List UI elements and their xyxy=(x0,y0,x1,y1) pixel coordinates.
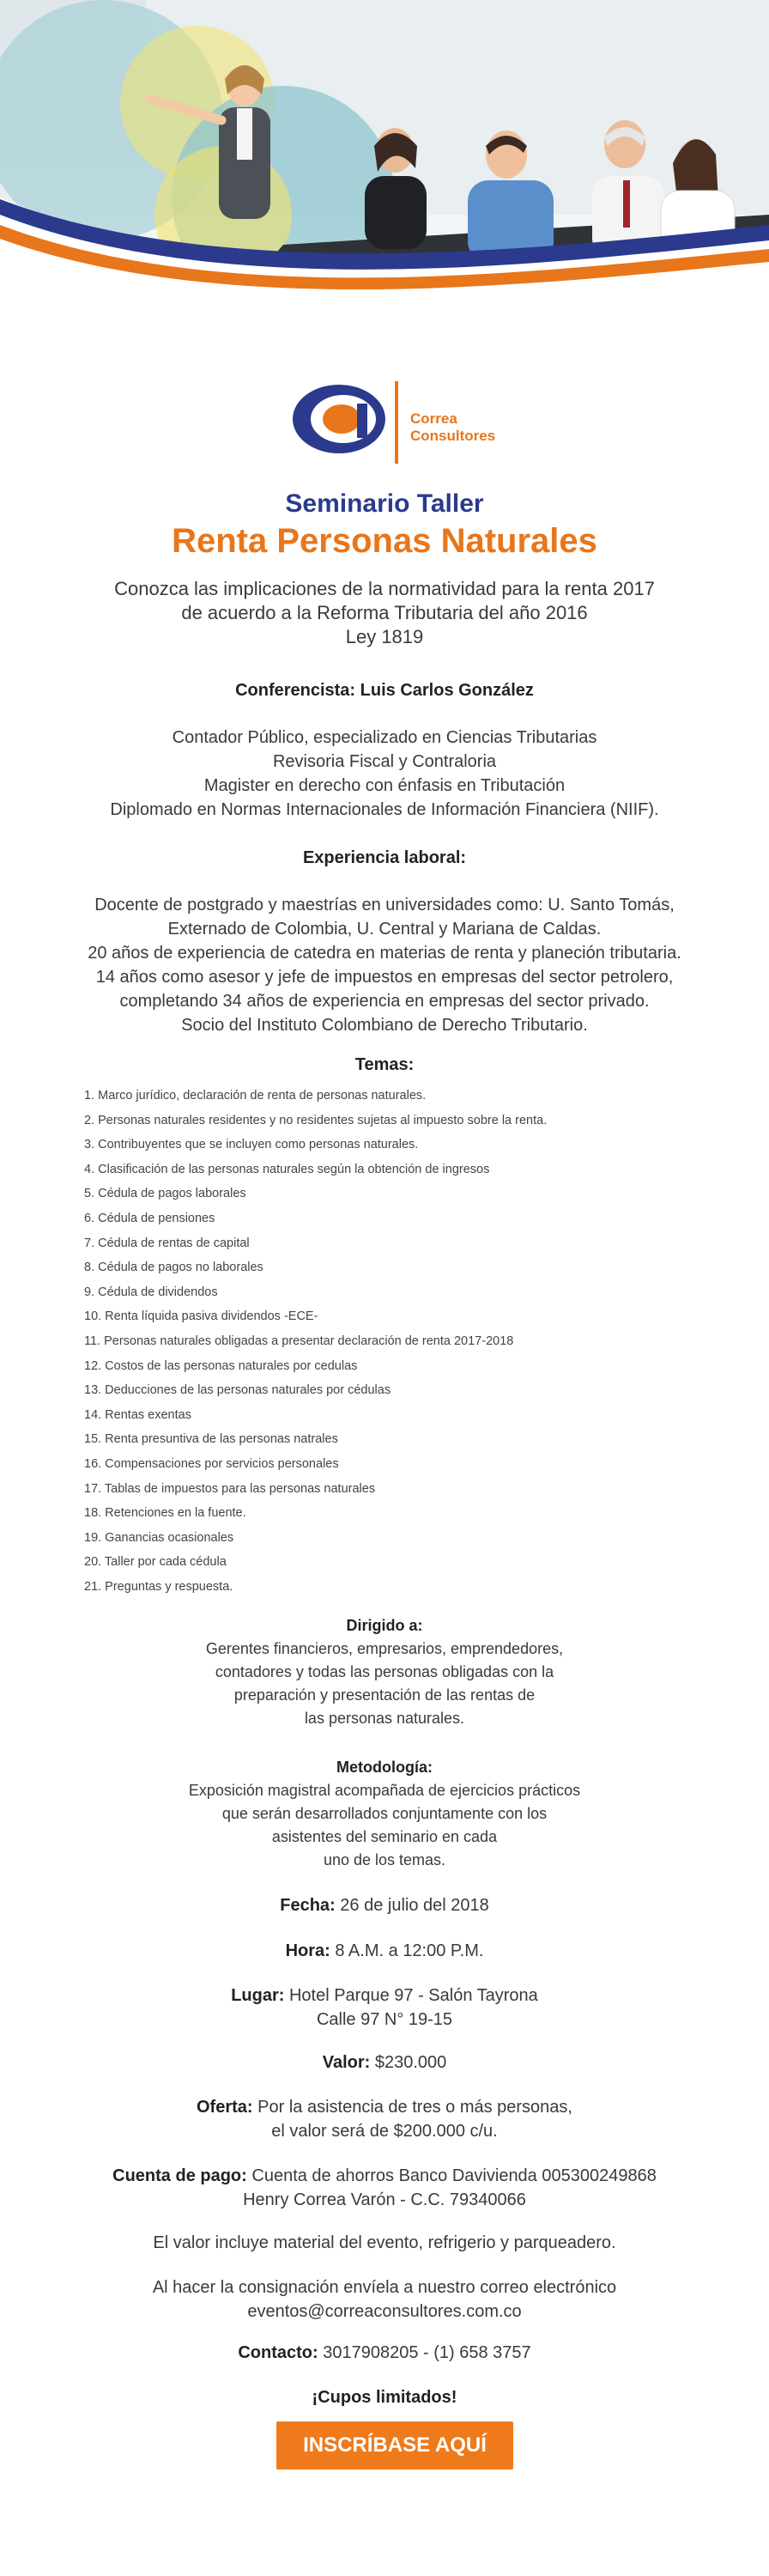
experience-line: 14 años como asesor y jefe de impuestos en empresas del sector petrolero, xyxy=(95,968,674,987)
lugar-label: Lugar: xyxy=(231,1986,285,2005)
email-link[interactable]: eventos@correaconsultores.com.co xyxy=(247,2302,522,2321)
list-item: 14. Rentas exentas xyxy=(84,1407,191,1422)
list-item: 15. Renta presuntiva de las personas natrales xyxy=(84,1432,338,1447)
dirigido-line: Gerentes financieros, empresarios, emprendedores, xyxy=(205,1640,564,1657)
metodologia-label: Metodología: xyxy=(336,1759,433,1776)
cupos-note: ¡Cupos limitados! xyxy=(312,2388,457,2407)
list-item: 21. Preguntas y respuesta. xyxy=(84,1579,233,1594)
register-button[interactable]: INSCRÍBASE AQUÍ xyxy=(276,2421,513,2470)
dirigido-line: preparación y presentación de las rentas de xyxy=(233,1686,536,1704)
list-item: 10. Renta líquida pasiva dividendos -ECE- xyxy=(84,1309,318,1324)
contacto-label: Contacto: xyxy=(238,2343,318,2362)
list-item: 11. Personas naturales obligadas a presentar declaración de renta 2017-2018 xyxy=(84,1334,514,1348)
metodologia-line: uno de los temas. xyxy=(323,1851,446,1868)
intro-line: Conozca las implicaciones de la normatividad para la renta 2017 xyxy=(114,578,655,599)
hora-label: Hora: xyxy=(285,1941,330,1960)
consignacion-line: Al hacer la consignación envíela a nuestro correo electrónico xyxy=(152,2278,617,2297)
list-item: 19. Ganancias ocasionales xyxy=(84,1530,234,1545)
brand-name xyxy=(410,410,495,445)
list-item: 13. Deducciones de las personas naturales por cédulas xyxy=(84,1383,391,1398)
list-item: 2. Personas naturales residentes y no residentes sujetas al impuesto sobre la renta. xyxy=(84,1113,548,1127)
speaker-label: Conferencista: xyxy=(235,681,356,700)
dirigido-text xyxy=(0,1637,769,1730)
temas-list xyxy=(84,1084,547,1599)
oferta-label: Oferta: xyxy=(197,2098,253,2117)
brand-logo xyxy=(290,378,513,472)
intro-line: de acuerdo a la Reforma Tributaria del año 2016 xyxy=(181,602,588,623)
lugar-row xyxy=(0,1984,769,2032)
intro-paragraph xyxy=(0,577,769,649)
list-item: 20. Taller por cada cédula xyxy=(84,1555,227,1570)
oferta-value: Por la asistencia de tres o más personas, xyxy=(257,2098,572,2117)
list-item: 1. Marco jurídico, declaración de renta de personas naturales. xyxy=(84,1089,427,1103)
valor-value: $230.000 xyxy=(374,2053,447,2072)
contacto-row xyxy=(0,2341,769,2365)
list-item: 17. Tablas de impuestos para las personas naturales xyxy=(84,1481,376,1496)
event-subtitle: Seminario Taller xyxy=(285,489,484,518)
list-item: 8. Cédula de pagos no laborales xyxy=(84,1261,263,1275)
fecha-label: Fecha: xyxy=(280,1896,336,1915)
list-item: 5. Cédula de pagos laborales xyxy=(84,1187,246,1201)
temas-label: Temas: xyxy=(354,1055,415,1074)
hero-banner xyxy=(0,0,769,318)
speaker-credentials xyxy=(0,726,769,822)
dirigido-line: las personas naturales. xyxy=(304,1710,465,1727)
dirigido-label: Dirigido a: xyxy=(346,1617,423,1634)
experience-line: Socio del Instituto Colombiano de Derecho Tributario. xyxy=(181,1016,588,1035)
speaker-name: Luis Carlos González xyxy=(360,681,534,700)
cuenta-row xyxy=(0,2164,769,2212)
credential-line: Revisoria Fiscal y Contraloria xyxy=(272,752,497,771)
hora-row xyxy=(0,1939,769,1963)
event-title: Renta Personas Naturales xyxy=(172,522,597,560)
experience-label: Experiencia laboral: xyxy=(302,848,467,867)
list-item: 9. Cédula de dividendos xyxy=(84,1285,218,1299)
list-item: 16. Compensaciones por servicios personales xyxy=(84,1456,339,1471)
valor-row xyxy=(0,2050,769,2075)
experience-line: 20 años de experiencia de catedra en materias de renta y planeción tributaria. xyxy=(88,944,681,963)
experience-text xyxy=(0,893,769,1037)
correa-logo-icon xyxy=(290,378,406,472)
brand-name-line2: Consultores xyxy=(410,428,496,444)
credential-line: Magister en derecho con énfasis en Tributación xyxy=(203,776,566,795)
experience-line: Externado de Colombia, U. Central y Mariana de Caldas. xyxy=(167,920,602,939)
credential-line: Diplomado en Normas Internacionales de Información Financiera (NIIF). xyxy=(110,800,659,819)
cuenta-holder: Henry Correa Varón - C.C. 79340066 xyxy=(243,2190,526,2209)
dirigido-line: contadores y todas las personas obligadas con la xyxy=(215,1663,554,1680)
metodologia-line: asistentes del seminario en cada xyxy=(271,1828,498,1845)
speaker-heading xyxy=(0,678,769,702)
cuenta-label: Cuenta de pago: xyxy=(112,2166,247,2185)
list-item: 4. Clasificación de las personas naturales según la obtención de ingresos xyxy=(84,1162,490,1176)
brand-name-line1: Correa xyxy=(410,410,457,427)
lugar-address: Calle 97 N° 19-15 xyxy=(316,2010,453,2029)
intro-line: Ley 1819 xyxy=(345,626,424,647)
metodologia-text xyxy=(0,1779,769,1872)
list-item: 3. Contribuyentes que se incluyen como personas naturales. xyxy=(84,1138,419,1152)
incluye-note: El valor incluye material del evento, refrigerio y parqueadero. xyxy=(153,2233,616,2252)
list-item: 6. Cédula de pensiones xyxy=(84,1211,215,1225)
lugar-value: Hotel Parque 97 - Salón Tayrona xyxy=(288,1986,538,2005)
seminar-photo-illustration xyxy=(0,0,769,318)
contacto-value: 3017908205 - (1) 658 3757 xyxy=(323,2343,531,2362)
metodologia-line: que serán desarrollados conjuntamente con los xyxy=(221,1805,548,1822)
cuenta-value: Cuenta de ahorros Banco Davivienda 005300249868 xyxy=(251,2166,657,2185)
experience-line: Docente de postgrado y maestrías en universidades como: U. Santo Tomás, xyxy=(94,896,675,914)
credential-line: Contador Público, especializado en Ciencias Tributarias xyxy=(172,728,597,747)
oferta-line2: el valor será de $200.000 c/u. xyxy=(271,2122,498,2141)
list-item: 18. Retenciones en la fuente. xyxy=(84,1506,246,1521)
list-item: 7. Cédula de rentas de capital xyxy=(84,1236,250,1250)
list-item: 12. Costos de las personas naturales por cedulas xyxy=(84,1358,358,1373)
valor-label: Valor: xyxy=(322,2053,371,2072)
metodologia-line: Exposición magistral acompañada de ejercicios prácticos xyxy=(188,1782,581,1799)
hora-value: 8 A.M. a 12:00 P.M. xyxy=(335,1941,484,1960)
oferta-row xyxy=(0,2095,769,2143)
fecha-row xyxy=(0,1893,769,1917)
experience-line: completando 34 años de experiencia en empresas del sector privado. xyxy=(119,992,650,1011)
consignacion-note xyxy=(0,2275,769,2324)
fecha-value: 26 de julio del 2018 xyxy=(340,1896,489,1915)
